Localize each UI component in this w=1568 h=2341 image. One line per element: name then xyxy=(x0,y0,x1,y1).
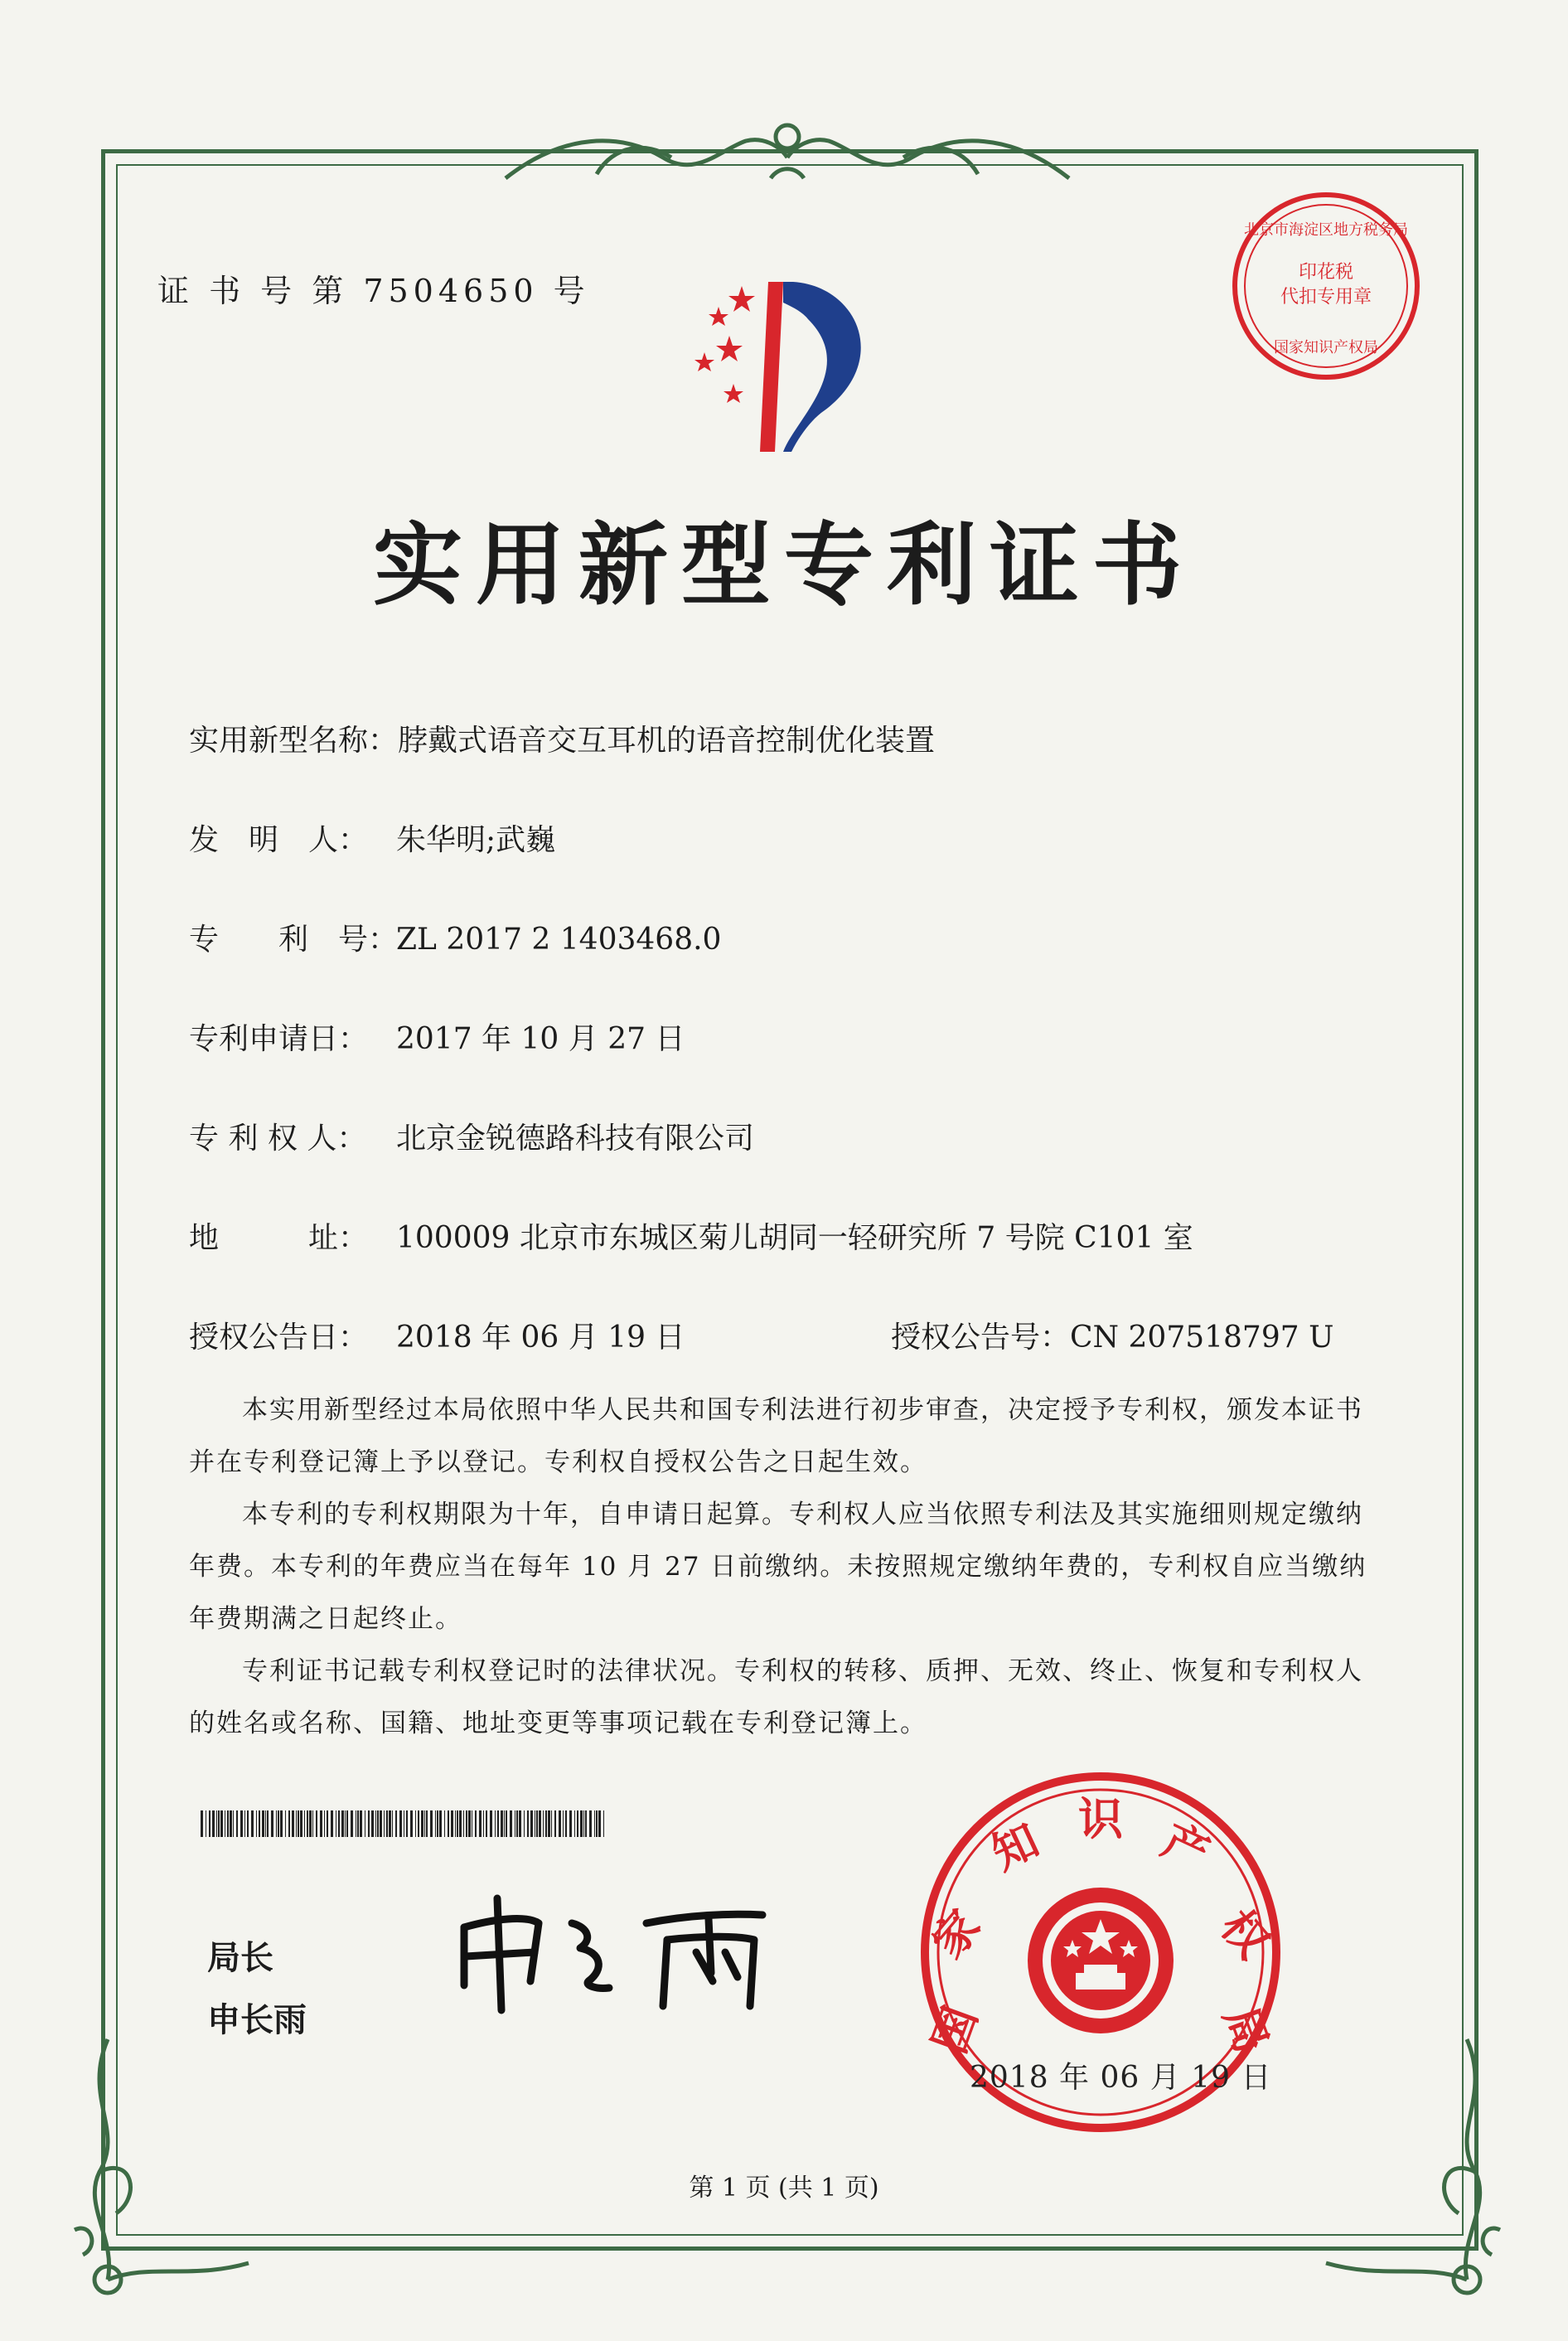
field-inventor xyxy=(189,817,555,859)
field-label: 专 利 号： xyxy=(189,923,399,957)
field-value: 2017 年 10 月 27 日 xyxy=(396,1022,685,1056)
field-value: ZL 2017 2 1403468.0 xyxy=(396,923,722,957)
page-title: 实用新型专利证书 xyxy=(372,514,1195,618)
director-title: 局长 xyxy=(207,1939,273,1977)
top-ornament xyxy=(497,99,1077,199)
field-value: CN 207518797 U xyxy=(1070,1321,1334,1355)
field-utility-model-name xyxy=(189,717,935,759)
paragraph-text: 本实用新型经过本局依照中华人民共和国专利法进行初步审查，决定授予专利权，颁发本证书并在专利登记簿上予以登记。专利权自授权公告之日起生效。 xyxy=(189,1395,1363,1477)
paragraph-grant-statement xyxy=(189,1384,1382,1489)
field-label: 地 址： xyxy=(189,1221,369,1255)
field-value: 100009 北京市东城区菊儿胡同一轻研究所 7 号院 C101 室 xyxy=(396,1221,1193,1255)
field-label: 发 明 人： xyxy=(189,823,369,857)
page-number: 第 1 页 (共 1 页) xyxy=(689,2174,879,2203)
field-value: 北京金锐德路科技有限公司 xyxy=(396,1122,755,1156)
svg-text:产: 产 xyxy=(1154,1814,1217,1881)
field-label: 专利申请日： xyxy=(189,1022,369,1056)
tax-seal-icon xyxy=(1227,187,1425,385)
svg-text:国: 国 xyxy=(922,1999,988,2060)
field-announcement-number xyxy=(891,1314,1333,1356)
svg-text:权: 权 xyxy=(1210,1900,1280,1969)
paragraph-legal-status xyxy=(189,1645,1382,1750)
paragraph-text: 本专利的专利权期限为十年，自申请日起算。专利权人应当依照专利法及其实施细则规定缴纳年费。本专利的年费应当在每年 10 月 27 日前缴纳。未按照规定缴纳年费的，专利权自应当缴纳年费期满之日起终止。 xyxy=(189,1500,1367,1634)
field-address xyxy=(189,1214,1193,1257)
field-value: 脖戴式语音交互耳机的语音控制优化装置 xyxy=(398,724,936,758)
field-label: 授权公告号： xyxy=(891,1321,1071,1355)
svg-text:北京市海淀区地方税务局: 北京市海淀区地方税务局 xyxy=(1244,221,1408,239)
field-label: 专 利 权 人： xyxy=(189,1122,367,1156)
svg-text:印花税: 印花税 xyxy=(1298,262,1354,283)
patent-office-emblem-icon xyxy=(659,269,907,468)
field-application-date xyxy=(189,1015,685,1058)
field-value: 2018 年 06 月 19 日 xyxy=(396,1321,685,1355)
field-label: 授权公告日： xyxy=(189,1321,369,1355)
director-signature xyxy=(448,1890,796,2014)
field-value: 朱华明;武巍 xyxy=(396,823,556,857)
svg-text:代扣专用章: 代扣专用章 xyxy=(1280,287,1372,308)
svg-text:局: 局 xyxy=(1213,1999,1279,2060)
paragraph-text: 专利证书记载专利权登记时的法律状况。专利权的转移、质押、无效、终止、恢复和专利权人的姓名或名称、国籍、地址变更等事项记载在专利登记簿上。 xyxy=(189,1656,1363,1738)
field-label: 实用新型名称： xyxy=(189,724,399,758)
svg-text:识: 识 xyxy=(1078,1793,1123,1845)
svg-text:知: 知 xyxy=(984,1814,1047,1881)
barcode xyxy=(201,1810,605,1837)
certificate-number: 证 书 号 第 7504650 号 xyxy=(157,273,590,309)
paragraph-term-statement xyxy=(189,1489,1382,1645)
field-patent-number xyxy=(189,916,721,958)
field-announcement-date xyxy=(189,1314,685,1356)
field-patentee xyxy=(189,1115,754,1157)
svg-text:家: 家 xyxy=(922,1900,991,1969)
grant-date-stamp: 2018 年 06 月 19 日 xyxy=(970,2061,1272,2095)
director-name: 申长雨 xyxy=(207,2001,307,2039)
svg-text:国家知识产权局: 国家知识产权局 xyxy=(1274,339,1378,356)
